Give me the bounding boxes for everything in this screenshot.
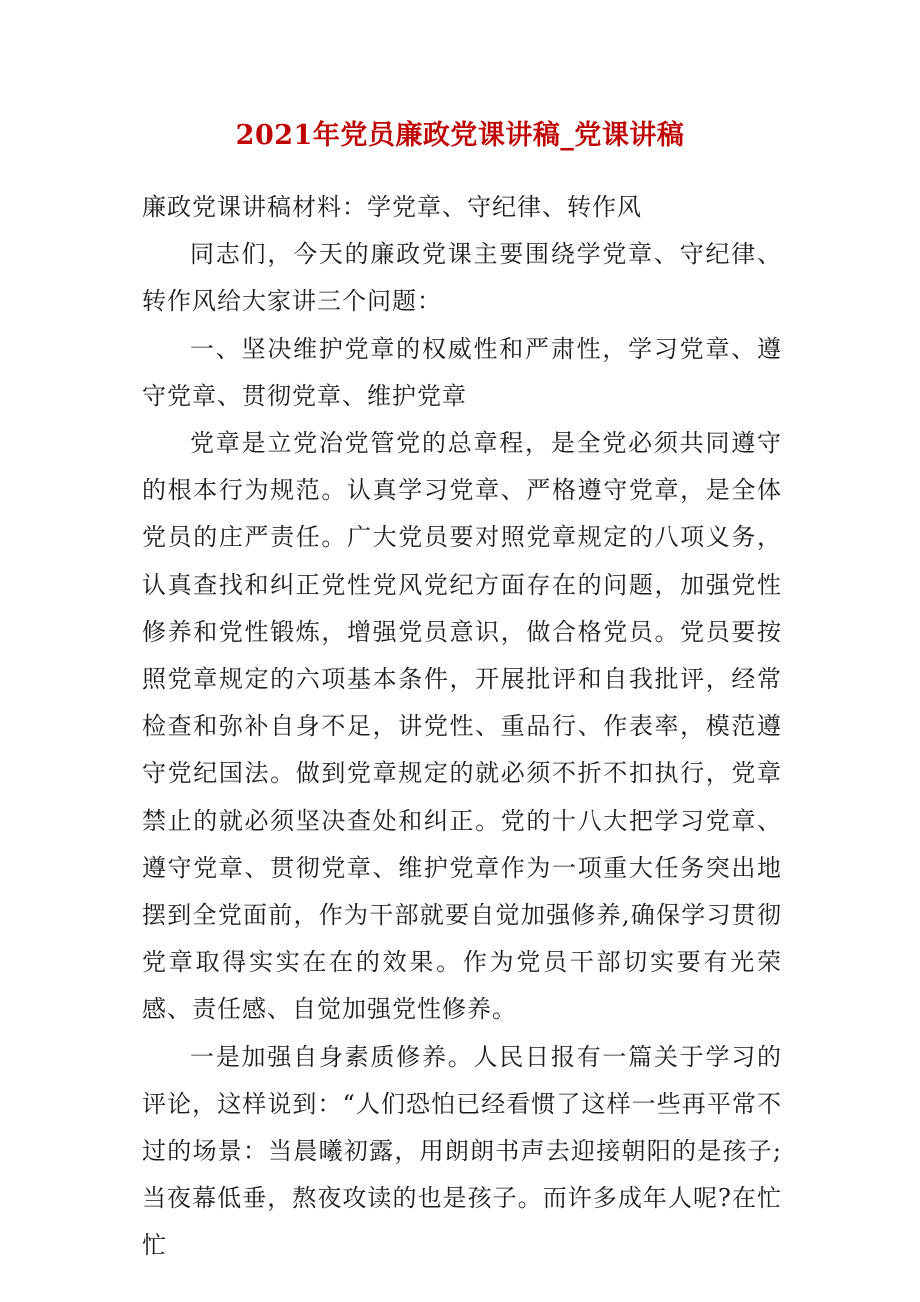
paragraph-party-constitution: 党章是立党治党管党的总章程，是全党必须共同遵守的根本行为规范。认真学习党章、严格遵守党章，是全体党员的庄严责任。广大党员要对照党章规定的八项义务，认真查找和纠正党性党风党纪方面存在的问题，加强党性修养和党性锻炼，增强党员意识，做合格党员。党员要按照党章规定的六项基本条件，开展批评和自我批评，经常检查和弥补自身不足，讲党性、重品行、作表率，模范遵守党纪国法。做到党章规定的就必须不折不扣执行，党章禁止的就必须坚决查处和纠正。党的十八大把学习党章、遵守党章、贯彻党章、维护党章作为一项重大任务突出地摆到全党面前，作为干部就要自觉加强修养,确保学习贯彻党章取得实实在在的效果。作为党员干部切实要有光荣感、责任感、自觉加强党性修养。 — [142, 429, 782, 1024]
section-heading-1: 一、坚决维护党章的权威性和严肃性，学习党章、遵守党章、贯彻党章、维护党章 — [142, 334, 782, 410]
document-body — [142, 184, 782, 1270]
document-title: 2021年党员廉政党课讲稿_党课讲稿 — [235, 120, 685, 151]
document-subtitle: 廉政党课讲稿材料：学党章、守纪律、转作风 — [142, 193, 642, 221]
paragraph-intro: 同志们，今天的廉政党课主要围绕学党章、守纪律、转作风给大家讲三个问题： — [142, 240, 782, 316]
paragraph-self-cultivation: 一是加强自身素质修养。人民日报有一篇关于学习的评论，这样说到：“人们恐怕已经看惯了这样一些再平常不过的场景：当晨曦初露，用朗朗书声去迎接朝阳的是孩子;当夜幕低垂，熬夜攻读的也是孩子。而许多成年人呢?在忙忙 — [142, 1042, 782, 1260]
